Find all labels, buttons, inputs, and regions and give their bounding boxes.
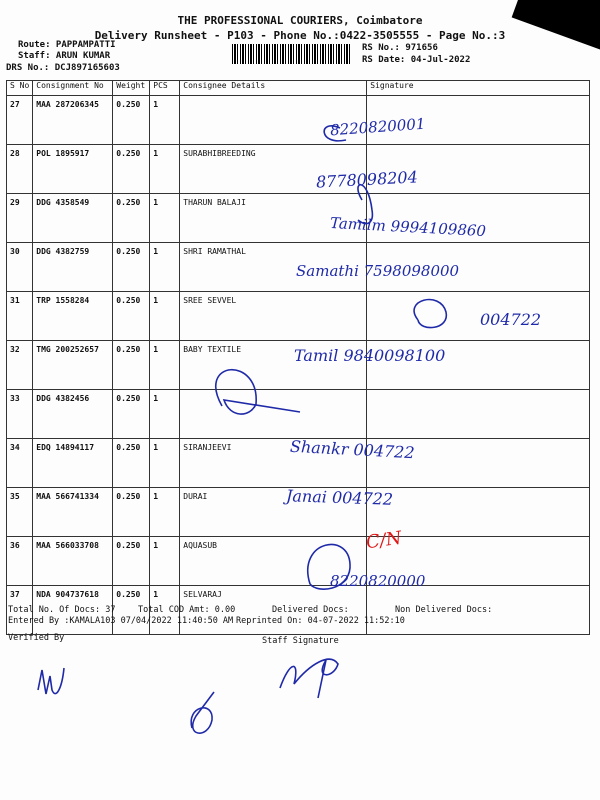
cn-mark: C/N [364, 527, 403, 554]
scribble-verified-2 [191, 692, 214, 733]
pcs: 1 [150, 243, 180, 292]
consignment-no: NDA 904737618 [33, 586, 113, 635]
consignee: THARUN BALAJI [180, 194, 367, 243]
signature-35: Janai 004722 [285, 486, 394, 509]
consignment-no: MAA 566033708 [33, 537, 113, 586]
consignment-no: TRP 1558284 [33, 292, 113, 341]
rs-number: RS No.: 971656 [362, 43, 438, 53]
pcs: 1 [150, 194, 180, 243]
scribble-staff [280, 659, 338, 698]
scribble-37 [308, 544, 350, 589]
sno: 29 [7, 194, 33, 243]
cod-amount: Total COD Amt: 0.00 [138, 605, 236, 615]
col-signature: Signature [367, 81, 590, 96]
entered-by: Entered By :KAMALA103 07/04/2022 11:40:50 AM [8, 616, 234, 626]
weight: 0.250 [113, 96, 150, 145]
staff: Staff: ARUN KUMAR [18, 51, 111, 61]
consignment-no: TMG 200252657 [33, 341, 113, 390]
weight: 0.250 [113, 390, 150, 439]
company-title: THE PROFESSIONAL COURIERS, Coimbatore [177, 14, 423, 27]
consignee: DURAI [180, 488, 367, 537]
sno: 30 [7, 243, 33, 292]
consignee: SURABHIBREEDING [180, 145, 367, 194]
weight: 0.250 [113, 292, 150, 341]
consignee: AQUASUB [180, 537, 367, 586]
weight: 0.250 [113, 341, 150, 390]
sno: 35 [7, 488, 33, 537]
runsheet-title: Delivery Runsheet - P103 - Phone No.:0422-3505555 - Page No.:3 [94, 29, 506, 42]
consignee: SHRI RAMATHAL [180, 243, 367, 292]
signature-29: Tamilm 9994109860 [329, 213, 487, 241]
consignment-no: DDG 4382456 [33, 390, 113, 439]
consignee: SREE SEVVEL [180, 292, 367, 341]
weight: 0.250 [113, 439, 150, 488]
scribble-29 [358, 185, 372, 224]
route: Route: PAPPAMPATTI [18, 40, 116, 50]
signature-34: Shankr 004722 [289, 436, 416, 463]
pcs: 1 [150, 145, 180, 194]
sno: 27 [7, 96, 33, 145]
weight: 0.250 [113, 194, 150, 243]
consignee: SELVARAJ [180, 586, 367, 635]
drs-number: DRS No.: DCJ897165603 [6, 63, 120, 73]
reprinted-on: Reprinted On: 04-07-2022 11:52:10 [236, 616, 405, 626]
consignment-no: DDG 4358549 [33, 194, 113, 243]
weight: 0.250 [113, 145, 150, 194]
scribble-31 [414, 300, 446, 328]
weight: 0.250 [113, 586, 150, 635]
signature-37: 8220820000 [330, 572, 426, 590]
pcs: 1 [150, 292, 180, 341]
pcs: 1 [150, 439, 180, 488]
pcs: 1 [150, 488, 180, 537]
consignment-no: POL 1895917 [33, 145, 113, 194]
pcs: 1 [150, 537, 180, 586]
signature-32: Tamil 9840098100 [294, 346, 446, 365]
sno: 32 [7, 341, 33, 390]
consignee: SIRANJEEVI [180, 439, 367, 488]
sno: 28 [7, 145, 33, 194]
pcs: 1 [150, 390, 180, 439]
pcs: 1 [150, 341, 180, 390]
sno: 33 [7, 390, 33, 439]
weight: 0.250 [113, 243, 150, 292]
consignment-no: EDQ 14894117 [33, 439, 113, 488]
col-weight: Weight [113, 81, 150, 96]
signature-28: 8778098204 [315, 167, 419, 192]
signature-27: 8220820001 [329, 114, 426, 140]
col-sno: S No [7, 81, 33, 96]
staff-signature-label: Staff Signature [262, 636, 339, 646]
sno: 37 [7, 586, 33, 635]
col-pcs: PCS [150, 81, 180, 96]
weight: 0.250 [113, 537, 150, 586]
total-docs: Total No. Of Docs: 37 [8, 605, 116, 615]
non-delivered-docs: Non Delivered Docs: [395, 605, 493, 615]
verified-by: Verified By [8, 633, 65, 643]
col-consignee: Consignee Details [180, 81, 367, 96]
consignment-no: MAA 287206345 [33, 96, 113, 145]
scribble-verified [38, 668, 64, 694]
consignment-no: DDG 4382759 [33, 243, 113, 292]
pcs: 1 [150, 96, 180, 145]
rs-date: RS Date: 04-Jul-2022 [362, 55, 471, 65]
delivered-docs: Delivered Docs: [272, 605, 349, 615]
consignment-no: MAA 566741334 [33, 488, 113, 537]
weight: 0.250 [113, 488, 150, 537]
signature-31: 004722 [480, 310, 542, 329]
scribble-33 [216, 370, 300, 414]
sno: 31 [7, 292, 33, 341]
sno: 34 [7, 439, 33, 488]
sno: 36 [7, 537, 33, 586]
signature-30: Samathi 7598098000 [296, 262, 460, 280]
scribble-27 [324, 126, 346, 141]
consignee: BABY TEXTILE [180, 341, 367, 390]
col-consignment: Consignment No [33, 81, 113, 96]
pcs: 1 [150, 586, 180, 635]
